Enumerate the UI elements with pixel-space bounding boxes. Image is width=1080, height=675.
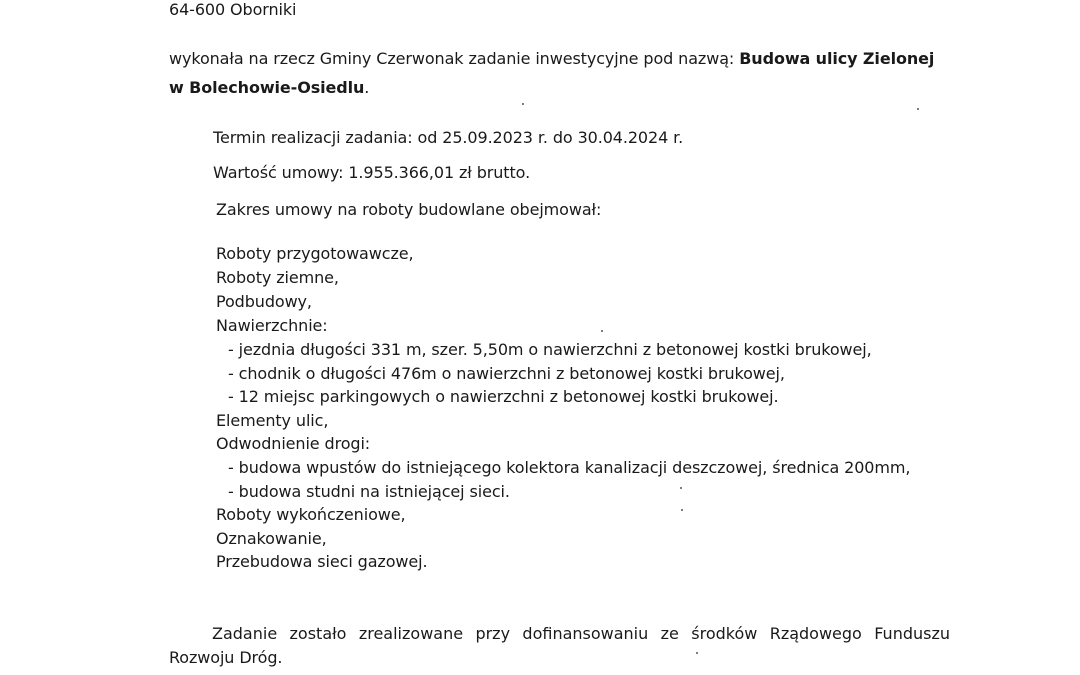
scope-subitem: - budowa studni na istniejącej sieci. [228,482,510,501]
scope-item: Podbudowy, [216,292,312,311]
scan-speck [681,509,683,511]
project-name-part2: w Bolechowie-Osiedlu [169,78,365,97]
address-line: 64-600 Oborniki [169,0,297,19]
scan-speck [601,330,603,332]
scan-speck [917,108,919,110]
intro-line-2 [169,78,369,98]
scope-subitem: - budowa wpustów do istniejącego kolektora kanalizacji deszczowej, średnica 200mm, [228,458,911,477]
funding-line-2: Rozwoju Dróg. [169,648,283,667]
value-line: Wartość umowy: 1.955.366,01 zł brutto. [213,163,531,182]
scope-item: Roboty wykończeniowe, [216,505,406,524]
scope-item: Odwodnienie drogi: [216,434,371,453]
scope-item: Oznakowanie, [216,529,327,548]
scope-item: Roboty ziemne, [216,268,339,287]
intro-line-1 [169,49,934,69]
scan-speck [522,103,524,105]
scope-item: Nawierzchnie: [216,316,328,335]
funding-line-1: Zadanie zostało zrealizowane przy dofinansowaniu ze środków Rządowego Funduszu [212,624,950,643]
scope-heading: Zakres umowy na roboty budowlane obejmował: [216,200,602,219]
project-name-part1: Budowa ulicy Zielonej [739,49,935,68]
term-line: Termin realizacji zadania: od 25.09.2023 r. do 30.04.2024 r. [213,128,684,147]
intro-end-period: . [364,78,370,97]
scope-item: Przebudowa sieci gazowej. [216,552,428,571]
scan-speck [696,652,698,654]
scope-subitem: - 12 miejsc parkingowych o nawierzchni z betonowej kostki brukowej. [228,387,779,406]
scope-item: Roboty przygotowawcze, [216,244,414,263]
scan-speck [680,487,682,489]
intro-text: wykonała na rzecz Gminy Czerwonak zadanie inwestycyjne pod nazwą: [169,49,740,68]
scope-item: Elementy ulic, [216,411,329,430]
scope-subitem: - jezdnia długości 331 m, szer. 5,50m o nawierzchni z betonowej kostki brukowej, [228,340,872,359]
scope-subitem: - chodnik o długości 476m o nawierzchni z betonowej kostki brukowej, [228,364,785,383]
